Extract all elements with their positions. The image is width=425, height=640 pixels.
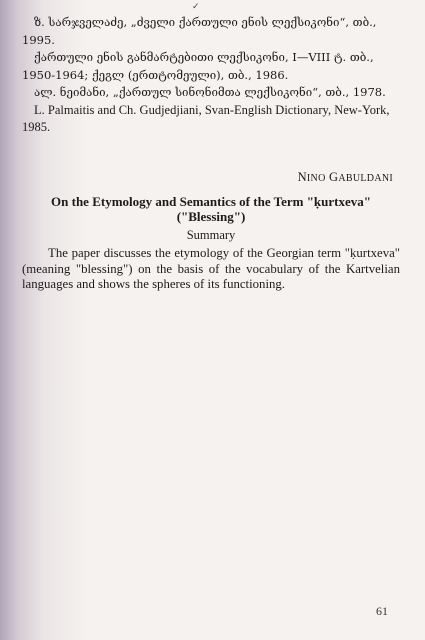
page-number: 61 [376,604,388,618]
article-title [22,194,400,224]
reference-item: ალ. ნეიმანი, „ქართულ სინონიმთა ლექსიკონი“, თბ., 1978. [34,85,386,99]
author-name: NINO GABULDANI [297,170,393,184]
reference-item: L. Palmaitis and Ch. Gudjedjiani, Svan-English Dictionary, New-York, 1985. [22,102,390,134]
abstract-paragraph: The paper discusses the etymology of the Georgian term "ḳurtxeva" (meaning "blessing") on the basis of the vocabulary of the Kartvelian languages and shows the spheres of its functioning. [22,246,400,291]
reference-item: ზ. სარჯველაძე, „ძველი ქართული ენის ლექსიკონი“, თბ., 1995. [22,15,377,47]
article-title-line: On the Etymology and Semantics of the Term "ḳurtxeva" [51,194,371,209]
references-list [22,14,400,137]
tick-mark-icon: ✓ [192,2,200,12]
reference-item: ქართული ენის განმარტებითი ლექსიკონი, I—VIII ტ. თბ., 1950-1964; ქეგლ (ერთტომეული), თბ., 1986. [22,50,374,82]
article-title-line: ("Blessing") [176,209,246,224]
summary-heading: Summary [186,228,236,242]
